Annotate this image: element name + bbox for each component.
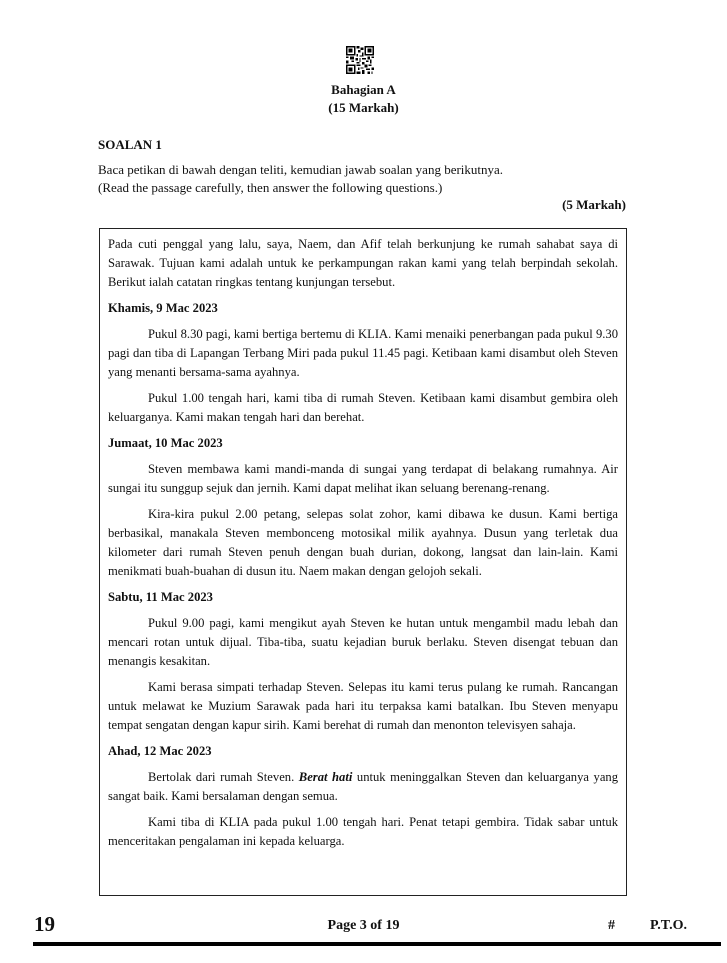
entry-paragraph: Kira-kira pukul 2.00 petang, selepas solat zohor, kami dibawa ke dusun. Kami bertiga berbasikal, manakala Steven membonceng motosikal milik ayahnya. Dusun yang terletak dua kilometer dari rumah Steven penuh dengan buah durian, dokong, langsat dan lain-lain. Kami menikmati buah-buahan di dusun itu. Naem makan dengan gelojoh sekali.	[108, 507, 618, 578]
entry-text: untuk meninggalkan Steven dan keluarganya yang sangat baik. Kami bersalaman dengan semua.	[108, 770, 619, 803]
instruction-english: (Read the passage carefully, then answer the following questions.)	[98, 180, 443, 195]
entry-text: Bertolak dari rumah Steven.	[148, 770, 299, 784]
footer-rule	[33, 942, 721, 946]
hash-mark: #	[608, 918, 615, 933]
paper-code: 19	[34, 912, 55, 936]
passage-intro: Pada cuti penggal yang lalu, saya, Naem, dan Afif telah berkunjung ke rumah sahabat saya di Sarawak. Tujuan kami adalah untuk ke perkampungan rakan kami yang telah berpindah sekolah. Berikut ialah catatan ringkas tentang kunjungan tersebut.	[108, 237, 618, 289]
entry-paragraph: Pukul 1.00 tengah hari, kami tiba di rumah Steven. Ketibaan kami disambut gembira oleh keluarganya. Kami makan tengah hari dan berehat.	[108, 391, 618, 424]
entry-date: Khamis, 9 Mac 2023	[108, 301, 218, 315]
entry-paragraph: Kami tiba di KLIA pada pukul 1.00 tengah hari. Penat tetapi gembira. Tidak sabar untuk menceritakan pengalaman ini kepada keluarga.	[108, 815, 618, 848]
section-title: Bahagian A	[331, 82, 396, 97]
page-footer	[0, 912, 727, 942]
qr-code-icon	[346, 46, 374, 74]
entry-date: Sabtu, 11 Mac 2023	[108, 590, 213, 604]
entry-paragraph: Steven membawa kami mandi-manda di sungai yang terdapat di belakang rumahnya. Air sungai itu sunggup sejuk dan jernih. Kami dapat melihat ikan seluang berenang-renang.	[108, 462, 618, 495]
pto-label: P.T.O.	[650, 918, 687, 933]
instruction-malay: Baca petikan di bawah dengan teliti, kemudian jawab soalan yang berikutnya.	[98, 162, 504, 177]
entry-paragraph: Kami berasa simpati terhadap Steven. Selepas itu kami terus pulang ke rumah. Rancangan untuk melawat ke Muzium Sarawak pada hari itu terpaksa kami batalkan. Ibu Steven menyapu tempat sengatan dengan kapur sirih. Kami berehat di rumah dan menonton televisyen sahaja.	[108, 680, 618, 732]
entry-paragraph	[108, 768, 618, 806]
passage-box	[99, 228, 627, 896]
page-number: Page 3 of 19	[327, 918, 400, 933]
entry-paragraph: Pukul 9.00 pagi, kami mengikut ayah Steven ke hutan untuk mengambil madu lebah dan mencari rotan untuk dijual. Tiba-tiba, suatu kejadian buruk berlaku. Steven disengat tebuan dan menangis kesakitan.	[108, 616, 618, 668]
question-marks: (5 Markah)	[562, 197, 626, 212]
entry-paragraph: Pukul 8.30 pagi, kami bertiga bertemu di KLIA. Kami menaiki penerbangan pada pukul 9.30 pagi dan tiba di Lapangan Terbang Miri pada pukul 11.45 pagi. Ketibaan kami disambut oleh Steven yang menanti bersama-sama ayahnya.	[108, 327, 618, 379]
question-title: SOALAN 1	[98, 137, 162, 152]
emphasized-phrase: Berat hati	[298, 770, 353, 784]
entry-date: Jumaat, 10 Mac 2023	[108, 436, 223, 450]
section-marks: (15 Markah)	[328, 100, 399, 115]
entry-date: Ahad, 12 Mac 2023	[108, 744, 212, 758]
